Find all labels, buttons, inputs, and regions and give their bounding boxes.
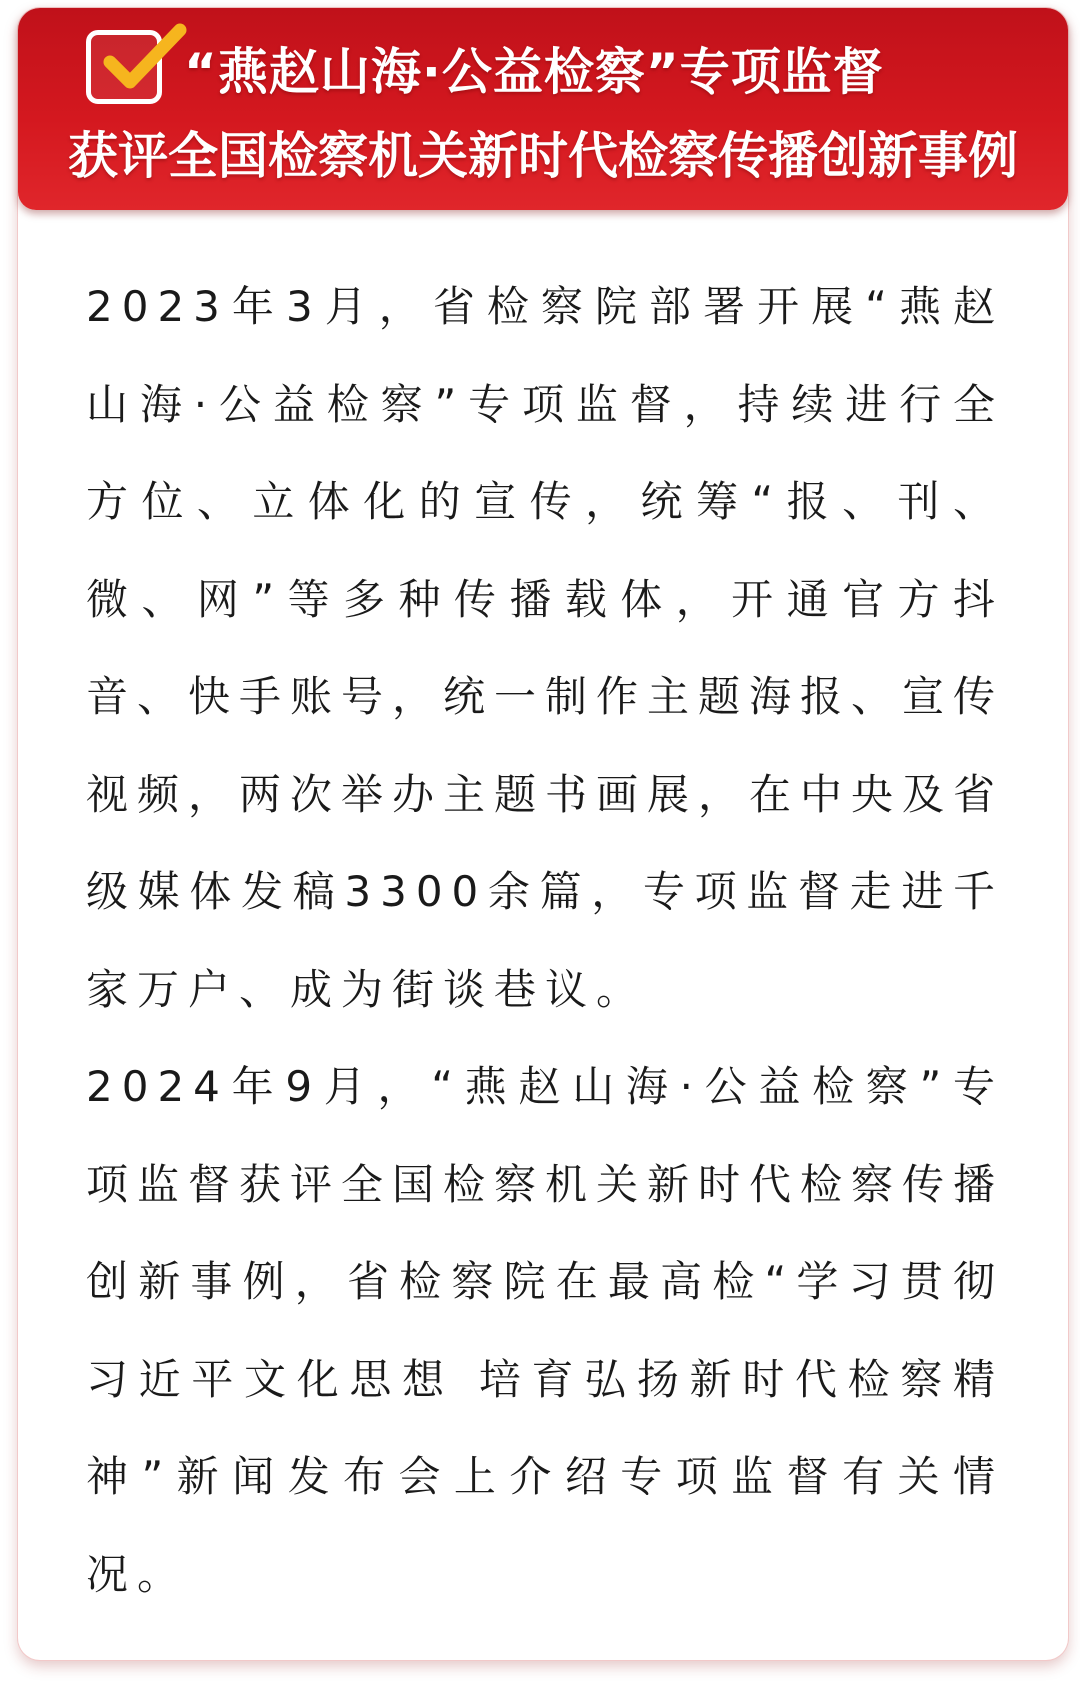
title-line-2: 获评全国检察机关新时代检察传播创新事例	[68, 127, 1018, 185]
paragraph-1: 2023年3月，省检察院部署开展“燕赵山海·公益检察”专项监督，持续进行全方位、立体化的宣传，统筹“报、刊、微、网”等多种传播载体，开通官方抖音、快手账号，统一制作主题海报、宣传视频，两次举办主题书画展，在中央及省级媒体发稿3300余篇，专项监督走进千家万户、成为街谈巷议。	[86, 282, 1005, 1014]
title-banner	[18, 8, 1068, 210]
article-card	[18, 8, 1068, 1660]
title-line-1: “燕赵山海·公益检察”专项监督	[184, 43, 884, 101]
paragraph-2: 2024年9月，“燕赵山海·公益检察”专项监督获评全国检察机关新时代检察传播创新事例，省检察院在最高检“学习贯彻习近平文化思想 培育弘扬新时代检察精神”新闻发布会上介绍专项监督有关情况。	[86, 1062, 1005, 1599]
article-body	[86, 258, 1004, 1623]
checkbox-checked-icon	[96, 22, 188, 102]
